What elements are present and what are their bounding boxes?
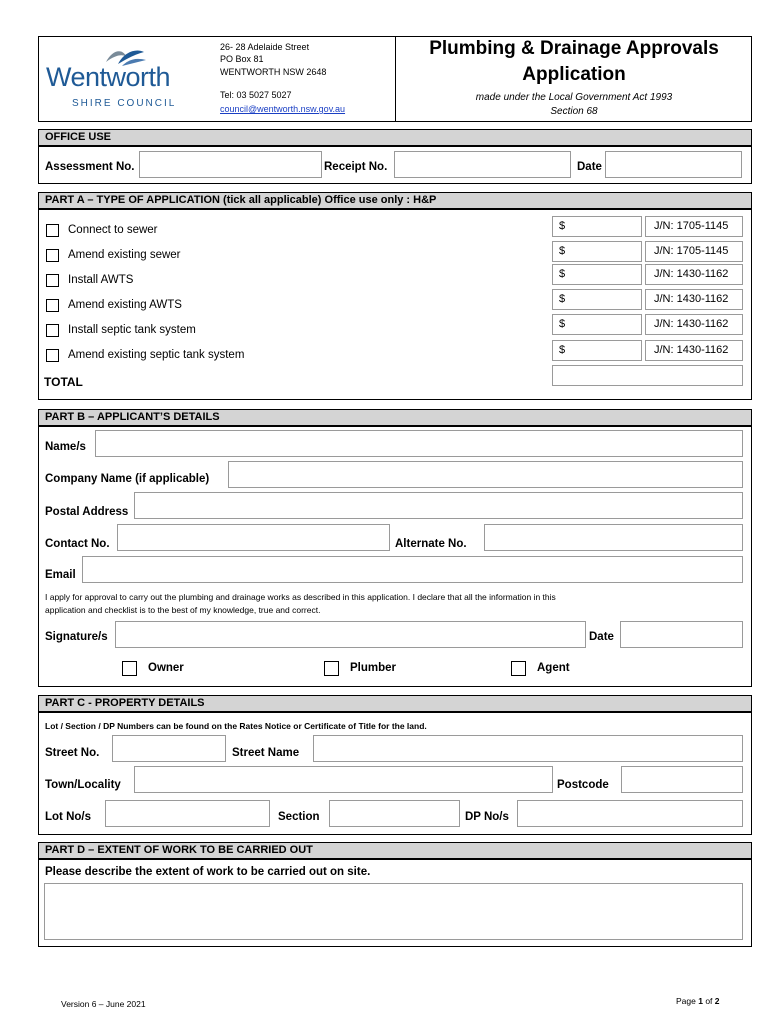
checkbox-connect-sewer[interactable] xyxy=(46,224,59,237)
logo-name: Wentworth xyxy=(46,62,171,92)
fee-input-install-septic[interactable] xyxy=(552,314,642,335)
signature-input[interactable] xyxy=(115,621,586,648)
type-label-install-awts: Install AWTS xyxy=(68,274,134,286)
postcode-label: Postcode xyxy=(557,779,609,791)
checkbox-install-septic[interactable] xyxy=(46,324,59,337)
dp-label: DP No/s xyxy=(465,811,509,823)
jn-install-awts xyxy=(645,264,743,285)
signature-date-label: Date xyxy=(589,631,614,643)
receipt-label: Receipt No. xyxy=(324,161,388,173)
checkbox-amend-septic[interactable] xyxy=(46,349,59,362)
type-label-connect-sewer: Connect to sewer xyxy=(68,224,158,236)
currency-symbol: $ xyxy=(559,318,566,330)
receipt-input[interactable] xyxy=(394,151,571,178)
checkbox-install-awts[interactable] xyxy=(46,274,59,287)
checkbox-owner[interactable] xyxy=(122,661,137,676)
job-number: J/N: 1430-1162 xyxy=(654,293,729,305)
lot-label: Lot No/s xyxy=(45,811,91,823)
dp-input[interactable] xyxy=(517,800,743,827)
office-date-input[interactable] xyxy=(605,151,742,178)
declaration-line-1: I apply for approval to carry out the plumbing and drainage works as described in this application. I declare that all the information in this xyxy=(45,592,556,602)
jn-amend-sewer xyxy=(645,241,743,262)
contact-label: Contact No. xyxy=(45,538,110,550)
name-input[interactable] xyxy=(95,430,743,457)
work-description-textarea[interactable] xyxy=(44,883,743,940)
address-line-1: 26- 28 Adelaide Street xyxy=(220,42,310,52)
part-d-heading: PART D – EXTENT OF WORK TO BE CARRIED OUT xyxy=(38,842,752,859)
jn-amend-septic xyxy=(645,340,743,361)
form-title-line-2: Application xyxy=(522,64,626,85)
office-use-heading: OFFICE USE xyxy=(38,129,752,146)
company-label: Company Name (if applicable) xyxy=(45,473,210,485)
name-label: Name/s xyxy=(45,441,86,453)
page-current: 1 xyxy=(698,996,703,1006)
jn-install-septic xyxy=(645,314,743,335)
role-agent-label: Agent xyxy=(537,662,570,674)
type-label-amend-awts: Amend existing AWTS xyxy=(68,299,182,311)
alternate-input[interactable] xyxy=(484,524,743,551)
fee-input-connect-sewer[interactable] xyxy=(552,216,642,237)
address-line-3: WENTWORTH NSW 2648 xyxy=(220,67,327,77)
currency-symbol: $ xyxy=(559,220,566,232)
role-plumber-label: Plumber xyxy=(350,662,397,674)
address-line-2: PO Box 81 xyxy=(220,54,264,64)
currency-symbol: $ xyxy=(559,344,566,356)
signature-label: Signature/s xyxy=(45,631,108,643)
checkbox-plumber[interactable] xyxy=(324,661,339,676)
company-input[interactable] xyxy=(228,461,743,488)
fee-input-install-awts[interactable] xyxy=(552,264,642,285)
part-c-heading: PART C - PROPERTY DETAILS xyxy=(38,695,752,712)
assessment-input[interactable] xyxy=(139,151,322,178)
street-no-input[interactable] xyxy=(112,735,226,762)
total-input[interactable] xyxy=(552,365,743,386)
type-label-install-septic: Install septic tank system xyxy=(68,324,196,336)
lot-input[interactable] xyxy=(105,800,270,827)
page-number xyxy=(676,996,720,1006)
job-number: J/N: 1430-1162 xyxy=(654,268,729,280)
job-number: J/N: 1430-1162 xyxy=(654,318,729,330)
fee-input-amend-septic[interactable] xyxy=(552,340,642,361)
street-name-input[interactable] xyxy=(313,735,743,762)
checkbox-amend-sewer[interactable] xyxy=(46,249,59,262)
version-label: Version 6 – June 2021 xyxy=(61,999,146,1009)
page-total: 2 xyxy=(714,996,720,1006)
alternate-label: Alternate No. xyxy=(395,538,467,550)
email-link[interactable]: council@wentworth.nsw.gov.au xyxy=(220,104,346,114)
contact-input[interactable] xyxy=(117,524,390,551)
email-label: Email xyxy=(45,569,76,581)
fee-input-amend-awts[interactable] xyxy=(552,289,642,310)
currency-symbol: $ xyxy=(559,293,566,305)
logo-subtitle: SHIRE COUNCIL xyxy=(72,98,177,109)
type-label-amend-septic: Amend existing septic tank system xyxy=(68,349,245,361)
council-logo xyxy=(44,44,204,116)
assessment-label: Assessment No. xyxy=(45,161,135,173)
signature-date-input[interactable] xyxy=(620,621,743,648)
postal-address-label: Postal Address xyxy=(45,506,129,518)
currency-symbol: $ xyxy=(559,245,566,257)
lot-note: Lot / Section / DP Numbers can be found on the Rates Notice or Certificate of Title for the land. xyxy=(45,721,427,731)
type-label-amend-sewer: Amend existing sewer xyxy=(68,249,181,261)
act-subtitle-line-2: Section 68 xyxy=(550,106,598,117)
section-input[interactable] xyxy=(329,800,460,827)
job-number: J/N: 1430-1162 xyxy=(654,344,729,356)
role-owner-label: Owner xyxy=(148,662,184,674)
page-of: of xyxy=(702,996,715,1006)
checkbox-agent[interactable] xyxy=(511,661,526,676)
postal-address-input[interactable] xyxy=(134,492,743,519)
jn-connect-sewer xyxy=(645,216,743,237)
work-description-prompt: Please describe the extent of work to be carried out on site. xyxy=(45,866,371,878)
page-prefix: Page xyxy=(676,996,699,1006)
declaration-line-2: application and checklist is to the best of my knowledge, true and correct. xyxy=(45,605,321,615)
postcode-input[interactable] xyxy=(621,766,743,793)
street-name-label: Street Name xyxy=(232,747,300,759)
job-number: J/N: 1705-1145 xyxy=(654,245,729,257)
office-date-label: Date xyxy=(577,161,602,173)
email-input[interactable] xyxy=(82,556,743,583)
town-label: Town/Locality xyxy=(45,779,121,791)
job-number: J/N: 1705-1145 xyxy=(654,220,729,232)
part-b-heading: PART B – APPLICANT’S DETAILS xyxy=(38,409,752,426)
section-label: Section xyxy=(278,811,320,823)
part-a-heading: PART A – TYPE OF APPLICATION (tick all applicable) Office use only : H&P xyxy=(38,192,752,209)
form-title-line-1: Plumbing & Drainage Approvals xyxy=(429,38,719,59)
checkbox-amend-awts[interactable] xyxy=(46,299,59,312)
act-subtitle-line-1: made under the Local Government Act 1993 xyxy=(475,92,673,103)
town-input[interactable] xyxy=(134,766,553,793)
jn-amend-awts xyxy=(645,289,743,310)
telephone: Tel: 03 5027 5027 xyxy=(220,90,292,100)
fee-input-amend-sewer[interactable] xyxy=(552,241,642,262)
total-label: TOTAL xyxy=(44,375,83,389)
currency-symbol: $ xyxy=(559,268,566,280)
street-no-label: Street No. xyxy=(45,747,100,759)
